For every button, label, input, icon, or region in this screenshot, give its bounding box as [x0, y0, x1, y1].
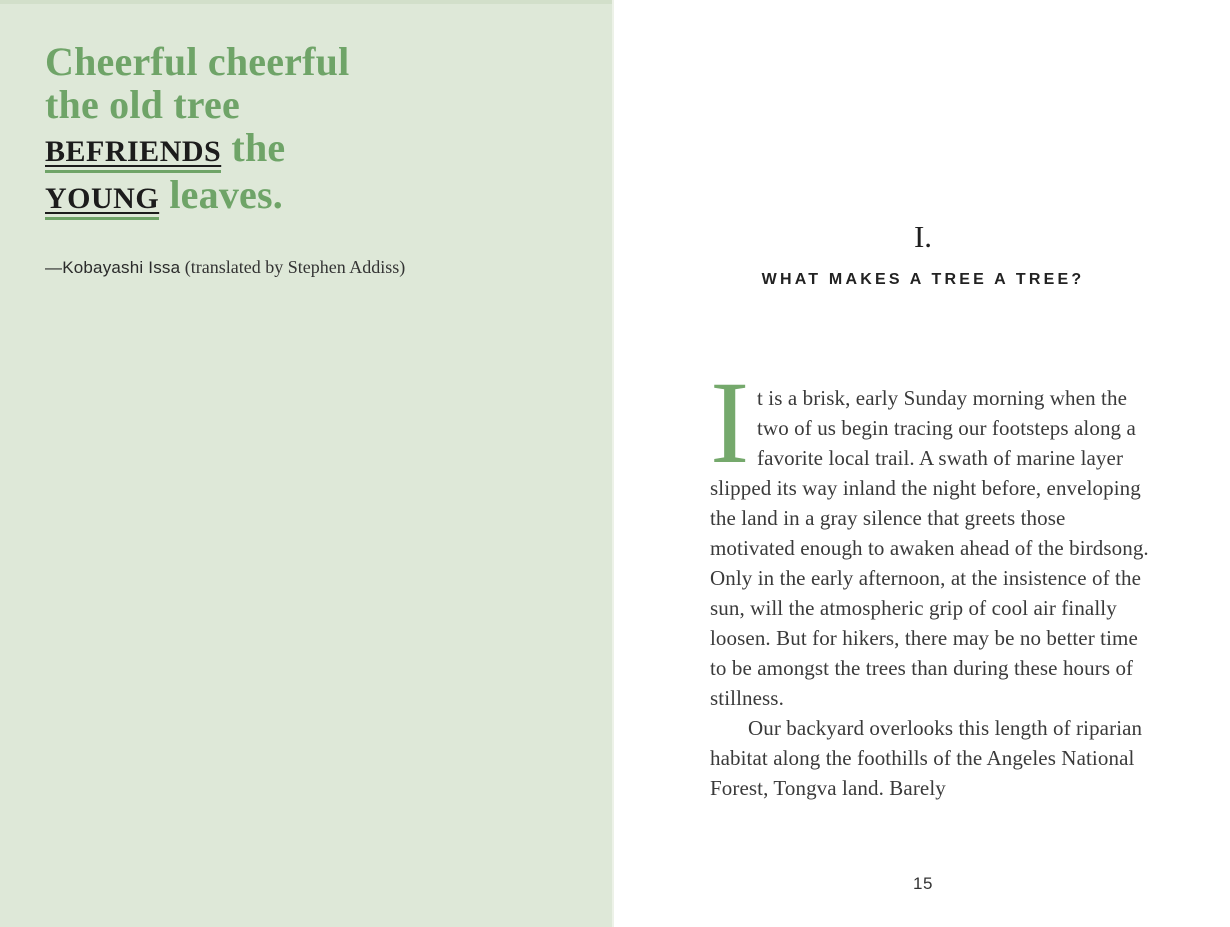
chapter-number: I. [913, 219, 933, 254]
poem-emphasized-word: YOUNG [45, 181, 159, 220]
chapter-title: WHAT MAKES A TREE A TREE? [761, 271, 1085, 288]
poem-translator-credit: (translated by Stephen Addiss) [180, 257, 406, 277]
drop-cap-letter: I [710, 357, 750, 488]
poem-line [45, 173, 349, 220]
poem-attribution [45, 257, 405, 278]
poem-text: the old tree [45, 82, 240, 127]
poem-emphasized-word: BEFRIENDS [45, 134, 221, 173]
chapter-body-text [710, 357, 1150, 803]
poem-line [45, 126, 349, 173]
paragraph [710, 357, 1150, 713]
drop-cap [710, 357, 750, 488]
poem-text: Cheerful cheerful [45, 39, 350, 84]
poem-author: —Kobayashi Issa [45, 258, 181, 277]
page-number: 15 [913, 874, 933, 893]
paragraph-text: t is a brisk, early Sunday morning when the two of us begin tracing our footsteps along a favorite local trail. A swath of marine layer slipped its way inland the night before, enveloping the land in a gray silence that greets those motivated enough to awaken ahead of the birdsong. Only in the early afternoon, at the insistence of the sun, will the atmospheric grip of cool air finally loosen. But for hikers, there may be no better time to be amongst the trees than during these hours of stillness. [710, 386, 1149, 710]
right-page [616, 0, 1230, 927]
poem-line [45, 40, 349, 83]
poem-text: leaves. [159, 172, 283, 217]
poem [45, 40, 349, 220]
poem-text: the [221, 125, 286, 170]
paragraph: Our backyard overlooks this length of riparian habitat along the foothills of the Angeles National Forest, Tongva land. Barely [710, 716, 1143, 800]
poem-line [45, 83, 349, 126]
left-page [0, 0, 614, 927]
